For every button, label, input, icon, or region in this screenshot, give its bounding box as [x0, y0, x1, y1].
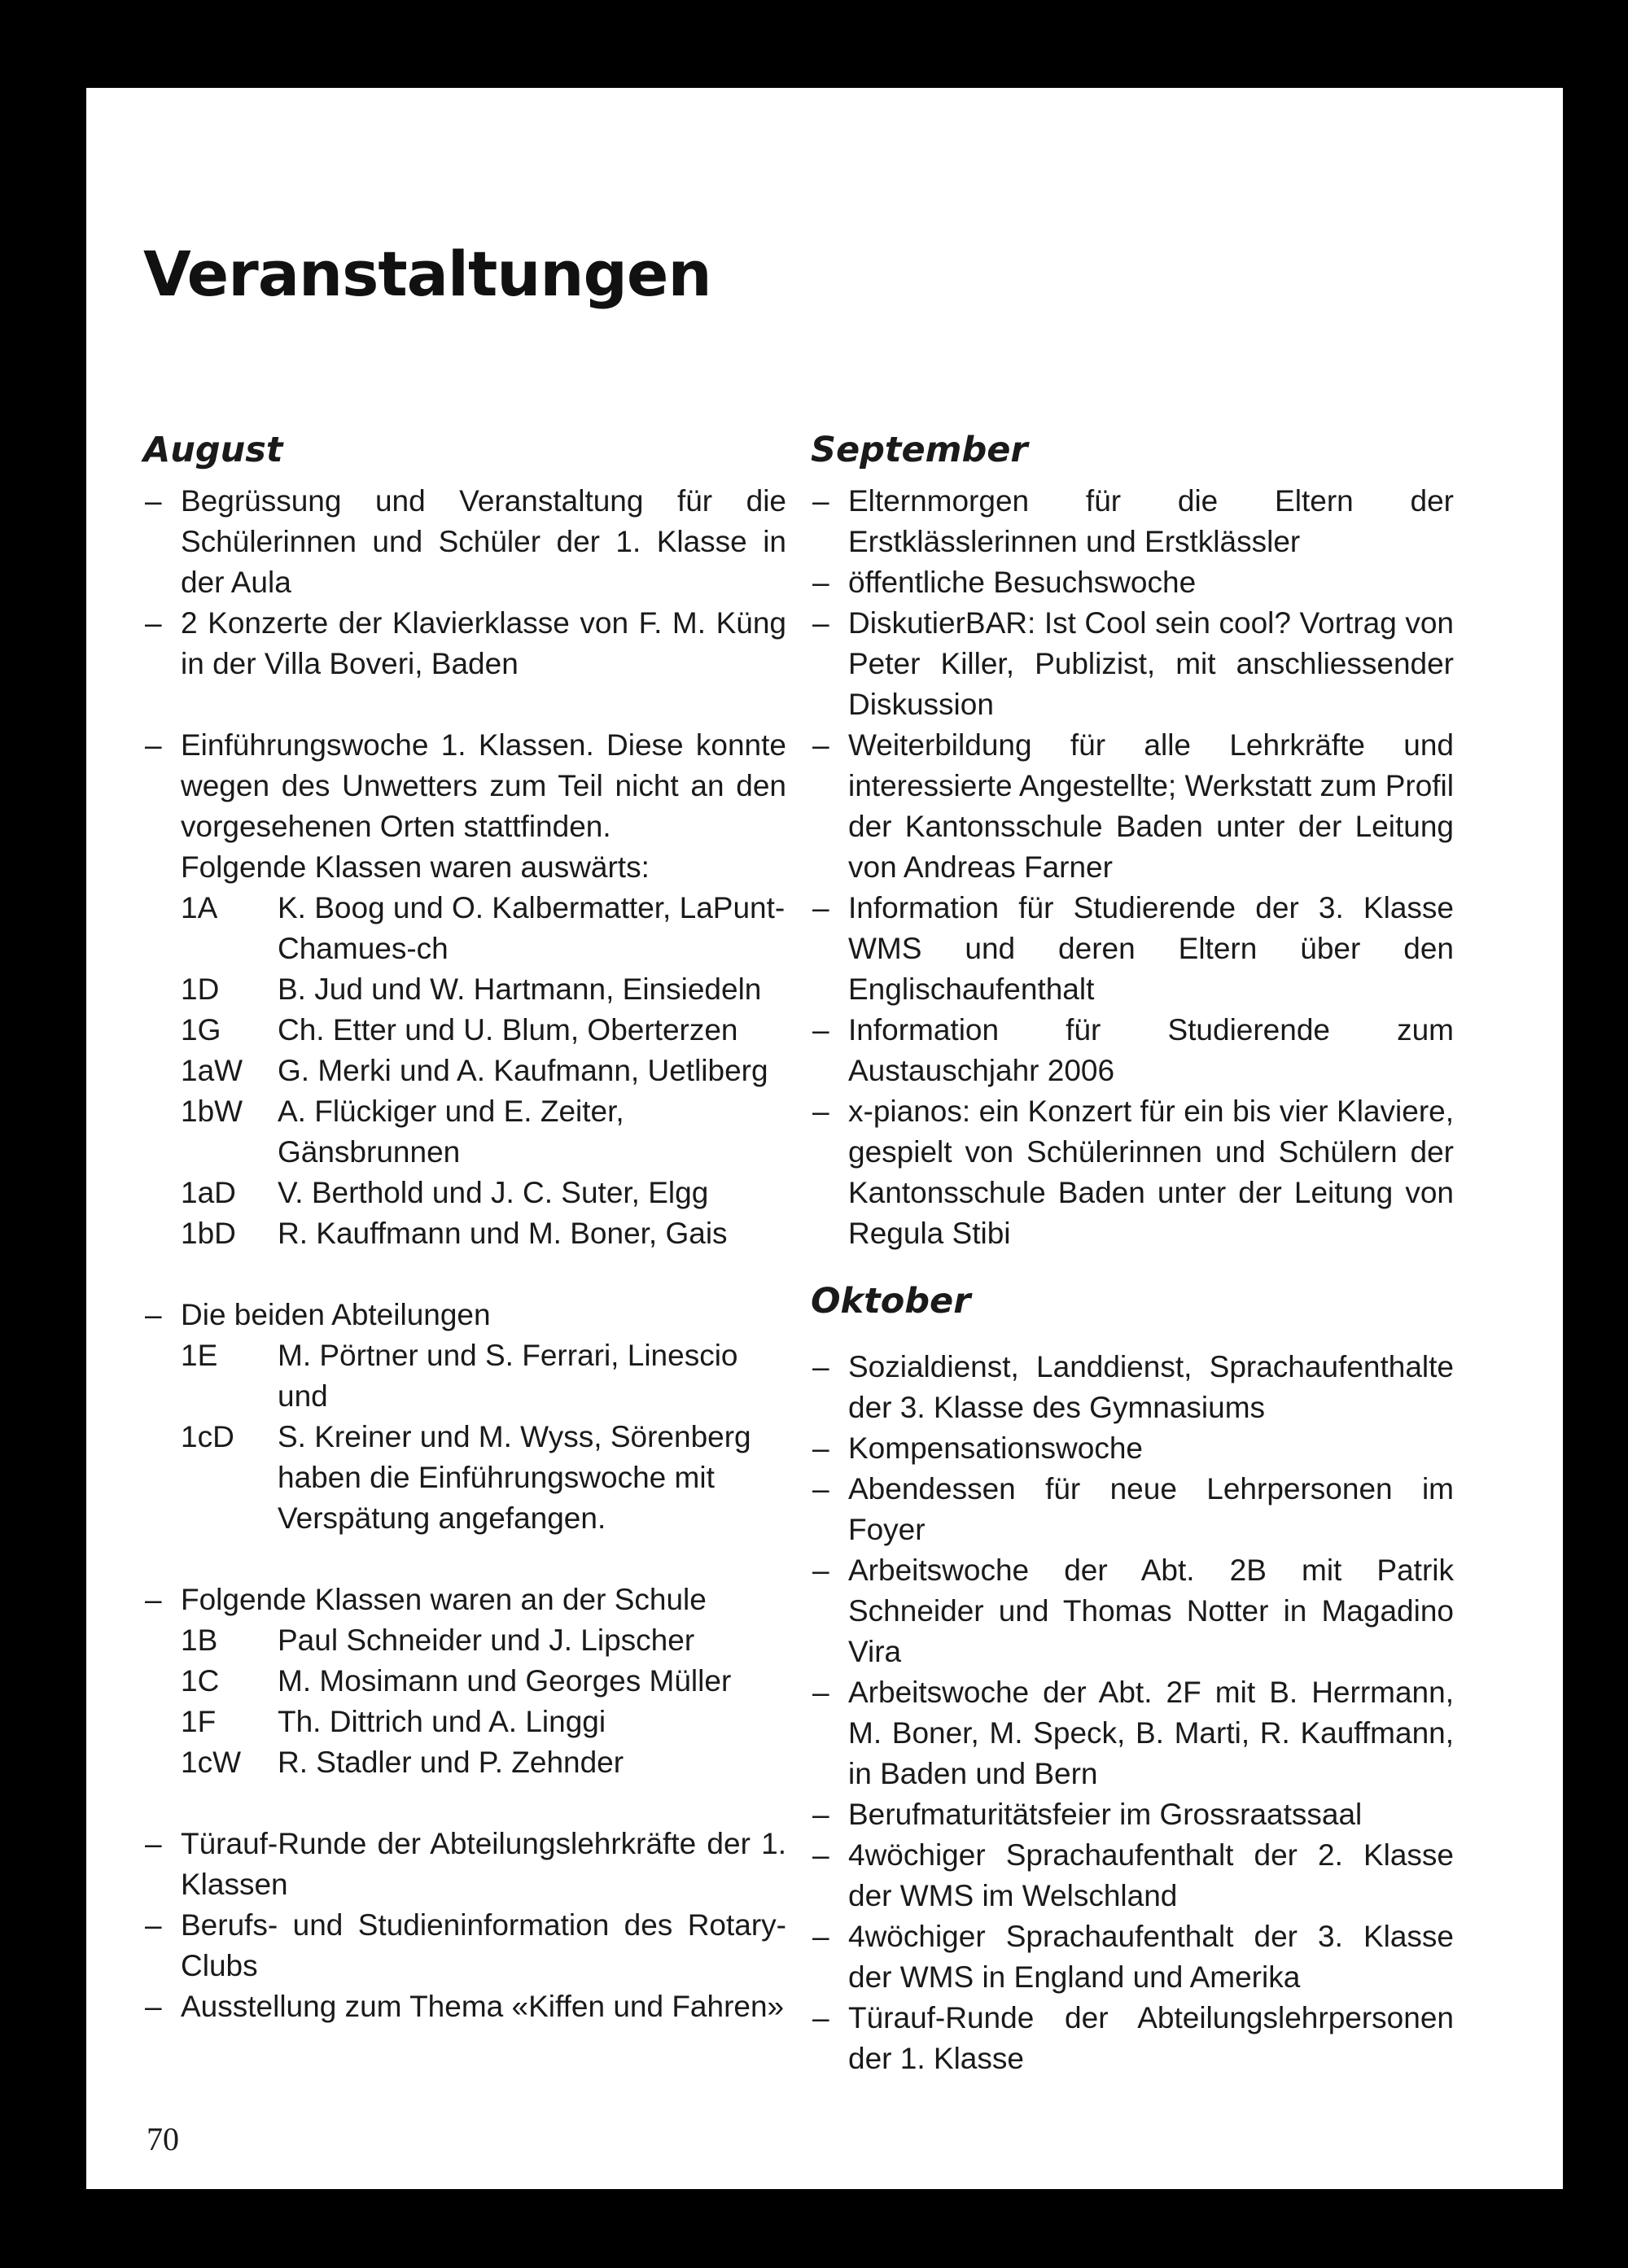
class-code: 1cD — [181, 1420, 234, 1453]
section-heading-august: August — [143, 430, 283, 470]
class-code: 1bW — [181, 1095, 243, 1128]
einfuehrung-subtitle: Folgende Klassen waren auswärts: — [181, 850, 650, 884]
list-item: – Kompensationswoche — [811, 1428, 1454, 1469]
list-item: – Türauf-Runde der Abteilungslehrpersonen der 1. Klasse — [811, 1998, 1454, 2079]
class-code: 1F — [181, 1705, 217, 1738]
spacer — [811, 1254, 1454, 1278]
list-item: – Abendessen für neue Lehrpersonen im Foyer — [811, 1469, 1454, 1550]
list-item: – Einführungswoche 1. Klassen. Diese konnte wegen des Unwetters zum Teil nicht an den vorgesehenen Orten stattfinden. — [143, 725, 786, 847]
right-column — [811, 427, 1454, 2079]
class-row — [143, 1335, 786, 1417]
class-row — [143, 1051, 786, 1091]
section-heading-oktober: Oktober — [811, 1281, 971, 1322]
class-code: 1E — [181, 1339, 218, 1372]
list-item: – Berufs- und Studieninformation des Rotary-Clubs — [143, 1905, 786, 1986]
list-item: – 4wöchiger Sprachaufenthalt der 2. Klasse der WMS im Welschland — [811, 1835, 1454, 1916]
spacer — [811, 1332, 1454, 1347]
list-item: – Information für Studierende zum Austauschjahr 2006 — [811, 1010, 1454, 1091]
list-item: – Ausstellung zum Thema «Kiffen und Fahren» — [143, 1986, 786, 2027]
spacer — [143, 1783, 786, 1824]
august-list-b — [143, 1824, 786, 2027]
list-item: – Information für Studierende der 3. Klasse WMS und deren Eltern über den Englischaufenthalt — [811, 888, 1454, 1010]
list-item: – Weiterbildung für alle Lehrkräfte und interessierte Angestellte; Werkstatt zum Profil der Kantonsschule Baden unter der Leitung von Andreas Farner — [811, 725, 1454, 888]
spacer — [143, 1539, 786, 1580]
section-heading-september: September — [811, 430, 1028, 470]
class-teachers: A. Flückiger und E. Zeiter, Gänsbrunnen — [278, 1095, 624, 1169]
class-teachers: V. Berthold und J. C. Suter, Elgg — [278, 1176, 709, 1209]
class-teachers: Paul Schneider und J. Lipscher — [278, 1623, 695, 1657]
class-row — [143, 1417, 786, 1539]
class-teachers: R. Kauffmann und M. Boner, Gais — [278, 1217, 728, 1250]
list-item: – Arbeitswoche der Abt. 2B mit Patrik Schneider und Thomas Notter in Magadino Vira — [811, 1550, 1454, 1672]
class-row — [143, 888, 786, 969]
class-code: 1G — [181, 1013, 221, 1047]
class-teachers: Ch. Etter und U. Blum, Oberterzen — [278, 1013, 738, 1047]
class-row — [143, 1091, 786, 1173]
einfuehrung-block — [143, 725, 786, 847]
list-item: – Folgende Klassen waren an der Schule — [143, 1580, 786, 1620]
august-list-a — [143, 481, 786, 684]
class-row — [143, 1661, 786, 1702]
class-teachers: K. Boog und O. Kalbermatter, LaPunt-Chamues-ch — [278, 891, 786, 965]
page-title: Veranstaltungen — [143, 238, 711, 310]
list-item: – Die beiden Abteilungen — [143, 1295, 786, 1335]
list-item: – x-pianos: ein Konzert für ein bis vier Klaviere, gespielt von Schülerinnen und Schülern der Kantonsschule Baden unter der Leitung von Regula Stibi — [811, 1091, 1454, 1254]
list-item: – Begrüssung und Veranstaltung für die Schülerinnen und Schüler der 1. Klasse in der Aula — [143, 481, 786, 603]
class-row — [143, 1742, 786, 1783]
abteilungen-block — [143, 1295, 786, 1335]
schule-block — [143, 1580, 786, 1620]
class-code: 1aD — [181, 1176, 236, 1209]
class-teachers: G. Merki und A. Kaufmann, Uetliberg — [278, 1054, 768, 1087]
list-item: – Sozialdienst, Landdienst, Sprachaufenthalte der 3. Klasse des Gymnasiums — [811, 1347, 1454, 1428]
list-item: – Elternmorgen für die Eltern der Erstklässlerinnen und Erstklässler — [811, 481, 1454, 562]
class-code: 1B — [181, 1623, 218, 1657]
list-item: – Türauf-Runde der Abteilungslehrkräfte der 1. Klassen — [143, 1824, 786, 1905]
class-row — [143, 1213, 786, 1254]
list-item: – 2 Konzerte der Klavierklasse von F. M. Küng in der Villa Boveri, Baden — [143, 603, 786, 684]
oktober-list — [811, 1347, 1454, 2079]
class-teachers: S. Kreiner und M. Wyss, Sörenberg haben die Einführungswoche mit Verspätung angefangen. — [278, 1420, 751, 1535]
class-row — [143, 969, 786, 1010]
class-code: 1D — [181, 972, 220, 1006]
class-teachers: Th. Dittrich und A. Linggi — [278, 1705, 606, 1738]
list-item: – öffentliche Besuchswoche — [811, 562, 1454, 603]
class-code: 1A — [181, 891, 218, 924]
class-teachers: B. Jud und W. Hartmann, Einsiedeln — [278, 972, 762, 1006]
class-row — [143, 1010, 786, 1051]
class-code: 1cW — [181, 1746, 241, 1779]
class-teachers: M. Pörtner und S. Ferrari, Linescio und — [278, 1339, 738, 1413]
class-code: 1aW — [181, 1054, 243, 1087]
class-teachers: R. Stadler und P. Zehnder — [278, 1746, 624, 1779]
page-number: 70 — [147, 2121, 179, 2157]
spacer — [143, 684, 786, 725]
class-code: 1bD — [181, 1217, 236, 1250]
class-code: 1C — [181, 1664, 220, 1698]
list-item: – DiskutierBAR: Ist Cool sein cool? Vortrag von Peter Killer, Publizist, mit anschliessender Diskussion — [811, 603, 1454, 725]
spacer — [143, 1254, 786, 1295]
list-item: – Arbeitswoche der Abt. 2F mit B. Herrmann, M. Boner, M. Speck, B. Marti, R. Kauffmann, in Baden und Bern — [811, 1672, 1454, 1794]
list-item: – Berufmaturitätsfeier im Grossraatssaal — [811, 1794, 1454, 1835]
class-teachers: M. Mosimann und Georges Müller — [278, 1664, 732, 1698]
class-row — [143, 1702, 786, 1742]
september-list — [811, 481, 1454, 1254]
list-item: – 4wöchiger Sprachaufenthalt der 3. Klasse der WMS in England und Amerika — [811, 1916, 1454, 1998]
left-column — [143, 427, 786, 2027]
class-row — [143, 1620, 786, 1661]
class-row — [143, 1173, 786, 1213]
